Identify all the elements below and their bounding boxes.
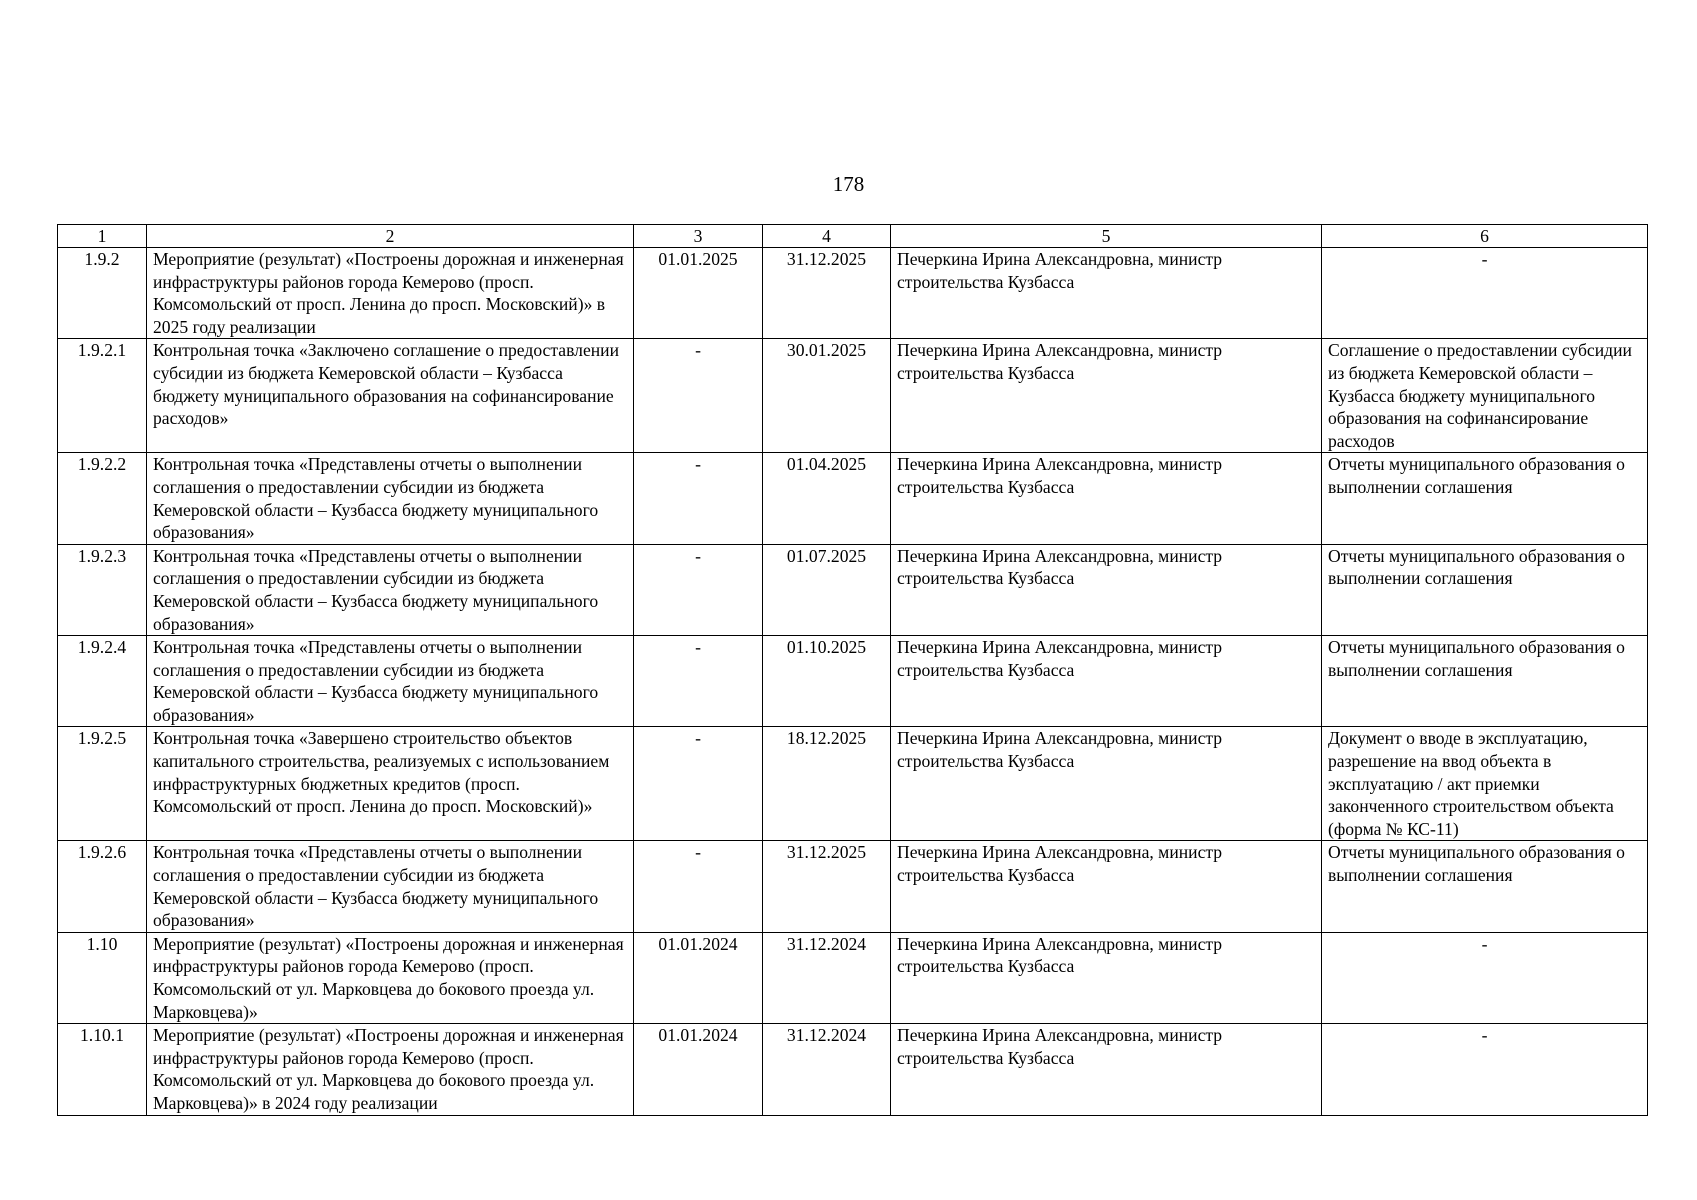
cell-document: Соглашение о предоставлении субсидии из бюджета Кемеровской области – Кузбасса бюджету муниципального образования на софинансирование расходов xyxy=(1322,339,1648,453)
cell-responsible: Печеркина Ирина Александровна, министр строительства Кузбасса xyxy=(891,453,1322,544)
table-row xyxy=(58,841,1648,932)
cell-start-date: - xyxy=(634,841,763,932)
cell-start-date: 01.01.2025 xyxy=(634,248,763,339)
cell-name: Контрольная точка «Представлены отчеты о выполнении соглашения о предоставлении субсидии из бюджета Кемеровской области – Кузбасса бюджету муниципального образования» xyxy=(147,636,634,727)
cell-document: - xyxy=(1322,932,1648,1023)
table-row xyxy=(58,248,1648,339)
cell-number: 1.9.2.6 xyxy=(58,841,147,932)
table-row xyxy=(58,339,1648,453)
cell-number: 1.9.2.5 xyxy=(58,727,147,841)
cell-end-date: 31.12.2025 xyxy=(763,248,891,339)
cell-name: Мероприятие (результат) «Построены дорожная и инженерная инфраструктуры районов города Кемерово (просп. Комсомольский от ул. Марковцева до бокового проезда ул. Марковцева)» xyxy=(147,932,634,1023)
cell-name: Контрольная точка «Завершено строительство объектов капитального строительства, реализуемых с использованием инфраструктурных бюджетных кредитов (просп. Комсомольский от просп. Ленина до просп. Московский)» xyxy=(147,727,634,841)
table-row xyxy=(58,932,1648,1023)
cell-responsible: Печеркина Ирина Александровна, министр строительства Кузбасса xyxy=(891,544,1322,635)
cell-name: Мероприятие (результат) «Построены дорожная и инженерная инфраструктуры районов города Кемерово (просп. Комсомольский от ул. Марковцева до бокового проезда ул. Марковцева)» в 2024 году реализации xyxy=(147,1024,634,1115)
cell-responsible: Печеркина Ирина Александровна, министр строительства Кузбасса xyxy=(891,1024,1322,1115)
cell-start-date: 01.01.2024 xyxy=(634,932,763,1023)
cell-start-date: - xyxy=(634,544,763,635)
page-number: 178 xyxy=(832,172,865,196)
table-row xyxy=(58,636,1648,727)
table-row xyxy=(58,544,1648,635)
header-row xyxy=(58,225,1648,248)
cell-responsible: Печеркина Ирина Александровна, министр строительства Кузбасса xyxy=(891,339,1322,453)
plan-table xyxy=(57,224,1648,1116)
cell-document: Отчеты муниципального образования о выполнении соглашения xyxy=(1322,453,1648,544)
cell-responsible: Печеркина Ирина Александровна, министр строительства Кузбасса xyxy=(891,727,1322,841)
cell-responsible: Печеркина Ирина Александровна, министр строительства Кузбасса xyxy=(891,932,1322,1023)
cell-start-date: - xyxy=(634,339,763,453)
cell-number: 1.10.1 xyxy=(58,1024,147,1115)
cell-name: Контрольная точка «Заключено соглашение о предоставлении субсидии из бюджета Кемеровской области – Кузбасса бюджету муниципального образования на софинансирование расходов» xyxy=(147,339,634,453)
cell-number: 1.9.2.4 xyxy=(58,636,147,727)
column-header-2: 2 xyxy=(147,225,634,248)
cell-name: Контрольная точка «Представлены отчеты о выполнении соглашения о предоставлении субсидии из бюджета Кемеровской области – Кузбасса бюджету муниципального образования» xyxy=(147,841,634,932)
cell-number: 1.10 xyxy=(58,932,147,1023)
cell-number: 1.9.2.1 xyxy=(58,339,147,453)
cell-end-date: 18.12.2025 xyxy=(763,727,891,841)
table-row xyxy=(58,1024,1648,1115)
cell-end-date: 31.12.2024 xyxy=(763,932,891,1023)
cell-responsible: Печеркина Ирина Александровна, министр строительства Кузбасса xyxy=(891,248,1322,339)
cell-start-date: - xyxy=(634,636,763,727)
cell-name: Контрольная точка «Представлены отчеты о выполнении соглашения о предоставлении субсидии из бюджета Кемеровской области – Кузбасса бюджету муниципального образования» xyxy=(147,544,634,635)
cell-end-date: 01.04.2025 xyxy=(763,453,891,544)
cell-end-date: 01.10.2025 xyxy=(763,636,891,727)
cell-responsible: Печеркина Ирина Александровна, министр строительства Кузбасса xyxy=(891,636,1322,727)
column-header-6: 6 xyxy=(1322,225,1648,248)
cell-name: Контрольная точка «Представлены отчеты о выполнении соглашения о предоставлении субсидии из бюджета Кемеровской области – Кузбасса бюджету муниципального образования» xyxy=(147,453,634,544)
cell-document: Документ о вводе в эксплуатацию, разрешение на ввод объекта в эксплуатацию / акт приемки законченного строительством объекта (форма № КС-11) xyxy=(1322,727,1648,841)
cell-document: - xyxy=(1322,1024,1648,1115)
cell-number: 1.9.2.3 xyxy=(58,544,147,635)
table-row xyxy=(58,453,1648,544)
cell-start-date: - xyxy=(634,727,763,841)
cell-start-date: - xyxy=(634,453,763,544)
cell-document: Отчеты муниципального образования о выполнении соглашения xyxy=(1322,841,1648,932)
cell-responsible: Печеркина Ирина Александровна, министр строительства Кузбасса xyxy=(891,841,1322,932)
table-body xyxy=(58,248,1648,1116)
cell-end-date: 31.12.2024 xyxy=(763,1024,891,1115)
cell-end-date: 30.01.2025 xyxy=(763,339,891,453)
cell-end-date: 31.12.2025 xyxy=(763,841,891,932)
cell-document: - xyxy=(1322,248,1648,339)
cell-document: Отчеты муниципального образования о выполнении соглашения xyxy=(1322,636,1648,727)
cell-name: Мероприятие (результат) «Построены дорожная и инженерная инфраструктуры районов города Кемерово (просп. Комсомольский от просп. Ленина до просп. Московский)» в 2025 году реализации xyxy=(147,248,634,339)
column-header-5: 5 xyxy=(891,225,1322,248)
column-header-4: 4 xyxy=(763,225,891,248)
table-row xyxy=(58,727,1648,841)
column-header-3: 3 xyxy=(634,225,763,248)
table-header xyxy=(58,225,1648,248)
cell-number: 1.9.2 xyxy=(58,248,147,339)
column-header-1: 1 xyxy=(58,225,147,248)
cell-number: 1.9.2.2 xyxy=(58,453,147,544)
cell-start-date: 01.01.2024 xyxy=(634,1024,763,1115)
cell-document: Отчеты муниципального образования о выполнении соглашения xyxy=(1322,544,1648,635)
cell-end-date: 01.07.2025 xyxy=(763,544,891,635)
